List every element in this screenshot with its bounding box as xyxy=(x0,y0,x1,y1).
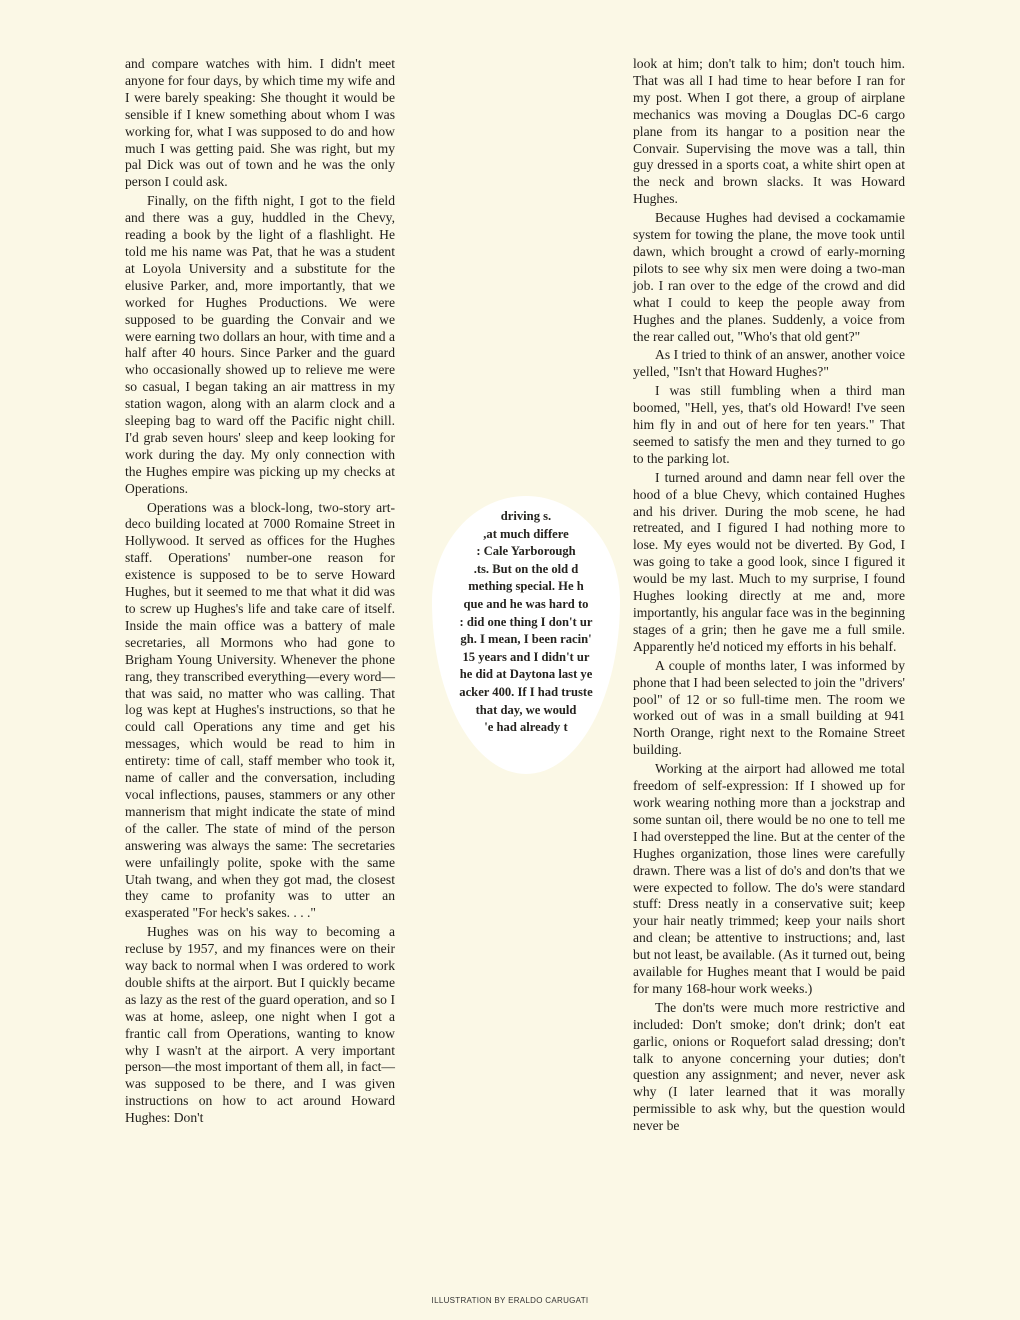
pull-quote-line: gh. I mean, I been racin' xyxy=(460,632,592,647)
pull-quote-line: que and he was hard to xyxy=(463,596,589,611)
right-paragraph-8: The don'ts were much more restrictive and included: Don't smoke; don't drink; don't eat garlic, onions or Roquefort salad dressing; don't talk to anyone concerning your duties; don't question any assignment; and never, never ask why (I later learned that it was morally permissible to ask why, but the question would never be xyxy=(633,999,905,1134)
illustration-credit: ILLUSTRATION BY ERALDO CARUGATI xyxy=(431,1296,589,1305)
right-paragraph-3: As I tried to think of an answer, another voice yelled, "Isn't that Howard Hughes?" xyxy=(633,347,905,380)
right-paragraph-2: Because Hughes had devised a cockamamie system for towing the plane, the move took until dawn, which brought a crowd of early-morning pilots to see why six men were doing a two-man job. I ran over to the edge of the crowd and did what I could to keep the people away from Hughes and the planes. Suddenly, a voice from the rear called out, "Who's that old gent?" xyxy=(633,210,905,344)
left-paragraph-1: and compare watches with him. I didn't meet anyone for four days, by which time my wife and I were barely speaking: She thought it would be sensible if I knew something about whom I was working for, what I was supposed to do and how much I was getting paid. She was right, but my pal Dick was out of town and he was the only person I could ask. xyxy=(125,56,395,190)
pull-quote-bubble xyxy=(432,496,620,774)
right-paragraph-5: I turned around and damn near fell over the hood of a blue Chevy, which contained Hughes and his driver. During the mob scene, he had retreated, and I figured I had nothing more to lose. My eyes would not be diverted. By God, I was going to take a good look, since I figured it would be my last. Much to my surprise, I found Hughes looking directly at me and, more importantly, his angular face was in the beginning stages of a grin; then he gave me a full smile. Apparently he'd noticed my efforts in his behalf. xyxy=(633,469,905,654)
left-column xyxy=(125,56,395,1129)
left-paragraph-2: Finally, on the fifth night, I got to the field and there was a guy, huddled in the Chevy, reading a book by the light of a flashlight. He told me his name was Pat, that he was a student at Loyola University and a substitute for the elusive Parker, and, more importantly, that we worked for Hughes Productions. We were supposed to be guarding the Convair and we were earning two dollars an hour, with time and a half after 40 hours. Since Parker and the guard who occasionally showed up to relieve me were so casual, I began taking an air mattress in my station wagon, along with an alarm clock and a sleeping bag to ward off the Pacific night chill. I'd grab seven hours' sleep and keep looking for work during the day. My only connection with the Hughes empire was picking up my checks at Operations. xyxy=(125,193,395,496)
right-paragraph-6: A couple of months later, I was informed by phone that I had been selected to join the "drivers' pool" of 12 or so full-time men. The room we worked out of was in a small building at 941 North Orange, right next to the Romaine Street building. xyxy=(633,657,905,758)
left-paragraph-3: Operations was a block-long, two-story art-deco building located at 7000 Romaine Street in Hollywood. It served as offices for the Hughes staff. Operations' number-one reason for existence is supposed to be to serve Howard Hughes, but it seemed to me that what it did was to screw up Hughes's life and take care of itself. Inside the main office was a battery of male secretaries, all Mormons who had gone to Brigham Young University. Whenever the phone rang, they transcribed everything—every word—that was said, no matter who was calling. That log was kept at Hughes's instructions, so that he could call Operations any time and get his messages, which would be read to him in entirety: time of call, staff member who took it, name of caller and the conversation, including vocal inflections, pauses, stammers or any other mannerism that might indicate the state of mind of the caller. The state of mind of the person answering was always the same: The secretaries were unfailingly polite, spoke with the same Utah twang, and when they got mad, the closest they came to profanity was to utter an exasperated "For heck's sakes. . . ." xyxy=(125,499,395,921)
pull-quote-line: : Cale Yarborough xyxy=(476,544,576,559)
right-column xyxy=(633,56,905,1137)
pull-quote-line: acker 400. If I had truste xyxy=(459,684,593,699)
right-paragraph-7: Working at the airport had allowed me total freedom of self-expression: If I showed up for work wearing nothing more than a jockstrap and some suntan oil, there would be no one to tell me I had overstepped the line. But at the center of the Hughes organization, those lines were carefully drawn. There was a list of do's and don'ts that we were expected to follow. The do's were standard stuff: Dress neatly in a conservative suit; keep your hair neatly trimmed; keep your nails short and clean; be attentive to instructions; and, last but not least, be available. (As it turned out, being available for Hughes meant that I would be paid for many 168-hour work weeks.) xyxy=(633,761,905,996)
pull-quote-line: he did at Daytona last ye xyxy=(459,667,593,682)
left-paragraph-4: Hughes was on his way to becoming a recluse by 1957, and my finances were on their way back to normal when I was ordered to work double shifts at the airport. But I quickly became as lazy as the rest of the guard operation, and so I was at home, asleep, one night when I got a frantic call from Operations, wanting to know why I wasn't at the airport. A very important person—the most important of them all, in fact—was supposed to be there, and I was given instructions on how to act around Howard Hughes: Don't xyxy=(125,924,395,1126)
pull-quote-text xyxy=(432,508,620,737)
pull-quote-line: 15 years and I didn't ur xyxy=(462,649,590,664)
right-paragraph-4: I was still fumbling when a third man boomed, "Hell, yes, that's old Howard! I've seen him fly in and out of here for ten years." That seemed to satisfy the men and they turned to go to the parking lot. xyxy=(633,383,905,466)
pull-quote-line: .ts. But on the old d xyxy=(473,561,579,576)
pull-quote-line: driving s. xyxy=(500,509,552,523)
pull-quote-line: ,at much differe xyxy=(483,526,569,541)
pull-quote-line: that day, we would xyxy=(475,702,577,717)
pull-quote-line: mething special. He h xyxy=(468,579,584,594)
pull-quote-line: 'e had already t xyxy=(484,720,568,735)
pull-quote-line: : did one thing I don't ur xyxy=(459,614,593,629)
right-paragraph-1: look at him; don't talk to him; don't touch him. That was all I had time to hear before I ran for my post. When I got there, a group of airplane mechanics was moving a Douglas DC-6 cargo plane from its hangar to a position near the Convair. Supervising the move was a tall, thin guy dressed in a sports coat, a white shirt open at the neck and brown slacks. It was Howard Hughes. xyxy=(633,56,905,207)
